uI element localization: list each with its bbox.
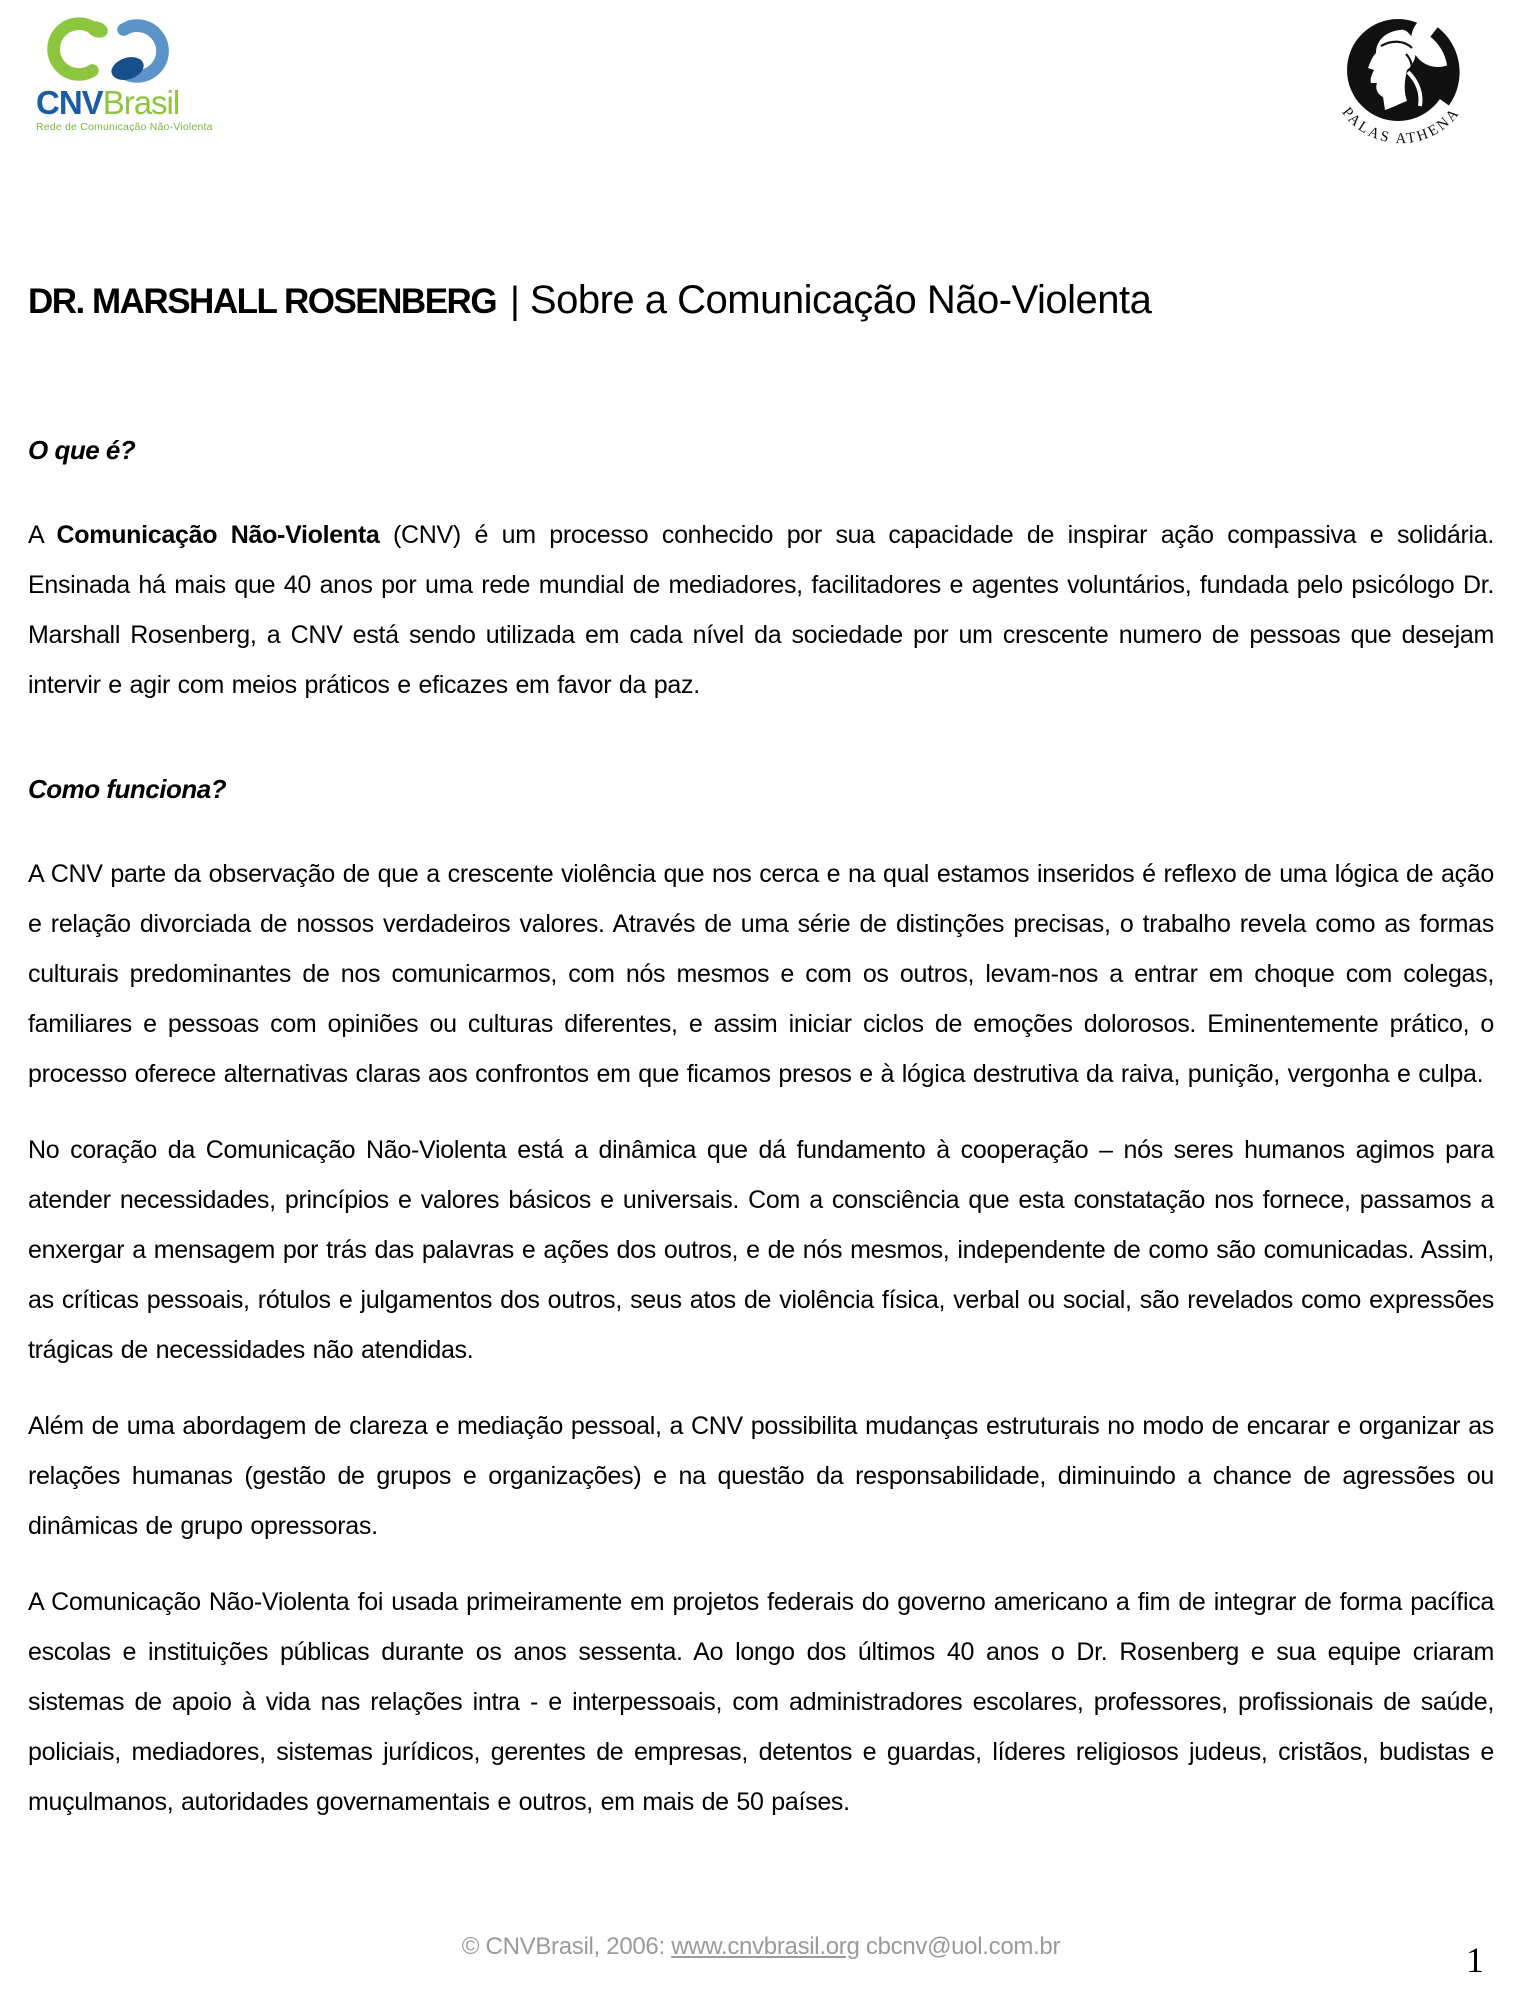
paragraph-lead: A (28, 521, 57, 549)
palas-athena-logo-icon (1326, 10, 1476, 160)
cnvbrasil-tagline: Rede de Comunicação Não-Violenta (36, 121, 213, 133)
cnvbrasil-wordmark-brasil: Brasil (102, 84, 180, 121)
paragraph-history: A Comunicação Não-Violenta foi usada primeiramente em projetos federais do governo americano a fim de integrar de forma pacífica escolas e instituições públicas durante os anos sessenta. Ao longo dos últimos 40 anos o Dr. Rosenberg e sua equipe criaram sistemas de apoio à vida nas relações intra - e interpessoais, com administradores escolares, professores, profissionais de saúde, policiais, mediadores, sistemas jurídicos, gerentes de empresas, detentos e guardas, líderes religiosos judeus, cristãos, budistas e muçulmanos, autoridades governamentais e outros, em mais de 50 países. (28, 1588, 1494, 1816)
section-how-it-works (28, 774, 1494, 1827)
title-separator-bar: | (510, 280, 520, 322)
paragraph-observation: A CNV parte da observação de que a crescente violência que nos cerca e na qual estamos inseridos é reflexo de uma lógica de ação e relação divorciada de nossos verdadeiros valores. Através de uma série de distinções precisas, o trabalho revela como as formas culturais predominantes de nos comunicarmos, com nós mesmos e com os outros, levam-nos a entrar em choque com colegas, familiares e pessoas com opiniões ou culturas diferentes, e assim iniciar ciclos de emoções dolorosos. Eminentemente prático, o processo oferece alternativas claras aos confrontos em que ficamos presos e à lógica destrutiva da raiva, punição, vergonha e culpa. (28, 860, 1494, 1088)
cnvbrasil-logo (36, 12, 216, 133)
footer-email: cbcnv@uol.com.br (865, 1933, 1061, 1960)
section-heading-o-que-e: O que é? (28, 435, 136, 465)
cnvbrasil-swoosh-icon (40, 12, 180, 90)
page-number: 1 (1466, 1940, 1484, 1980)
cnvbrasil-wordmark-cnv: CNV (36, 84, 103, 121)
paragraph-structural-change: Além de uma abordagem de clareza e mediação pessoal, a CNV possibilita mudanças estruturais no modo de encarar e organizar as relações humanas (gestão de grupos e organizações) e na questão da responsabilidade, diminuindo a chance de agressões ou dinâmicas de grupo opressoras. (28, 1412, 1494, 1540)
palas-athena-logo (1326, 10, 1476, 160)
paragraph-bold-term: Comunicação Não-Violenta (56, 521, 380, 549)
palas-athena-label: PALAS ATHENA (1338, 104, 1464, 148)
page-header (28, 0, 1494, 150)
footer-copyright-line (0, 1933, 1522, 1961)
footer-copyright: © CNVBrasil, 2006: (461, 1933, 665, 1960)
title-author: DR. MARSHALL ROSENBERG (28, 282, 497, 321)
footer-website-link[interactable]: www.cnvbrasil.org (671, 1933, 860, 1960)
title-subject: Sobre a Comunicação Não-Violenta (529, 278, 1152, 322)
paragraph-rest: (CNV) é um processo conhecido por sua capacidade de inspirar ação compassiva e solidária. Ensinada há mais que 40 anos por uma rede mundial de mediadores, facilitadores e agentes voluntários, fundada pelo psicólogo Dr. Marshall Rosenberg, a CNV está sendo utilizada em cada nível da sociedade por um crescente numero de pessoas que desejam intervir e agir com meios práticos e eficazes em favor da paz. (28, 521, 1494, 699)
paragraph-what-is-it (28, 510, 1494, 710)
document-title (28, 278, 1494, 323)
page-footer (0, 1933, 1522, 1980)
paragraph-heart-of-nvc: No coração da Comunicação Não-Violenta está a dinâmica que dá fundamento à cooperação – nós seres humanos agimos para atender necessidades, princípios e valores básicos e universais. Com a consciência que esta constatação nos fornece, passamos a enxergar a mensagem por trás das palavras e ações dos outros, e de nós mesmos, independente de como são comunicadas. Assim, as críticas pessoais, rótulos e julgamentos dos outros, seus atos de violência física, verbal ou social, são revelados como expressões trágicas de necessidades não atendidas. (28, 1136, 1494, 1364)
cnvbrasil-wordmark (36, 84, 216, 121)
section-heading-como-funciona: Como funciona? (28, 774, 227, 804)
section-what-is-it (28, 435, 1494, 710)
